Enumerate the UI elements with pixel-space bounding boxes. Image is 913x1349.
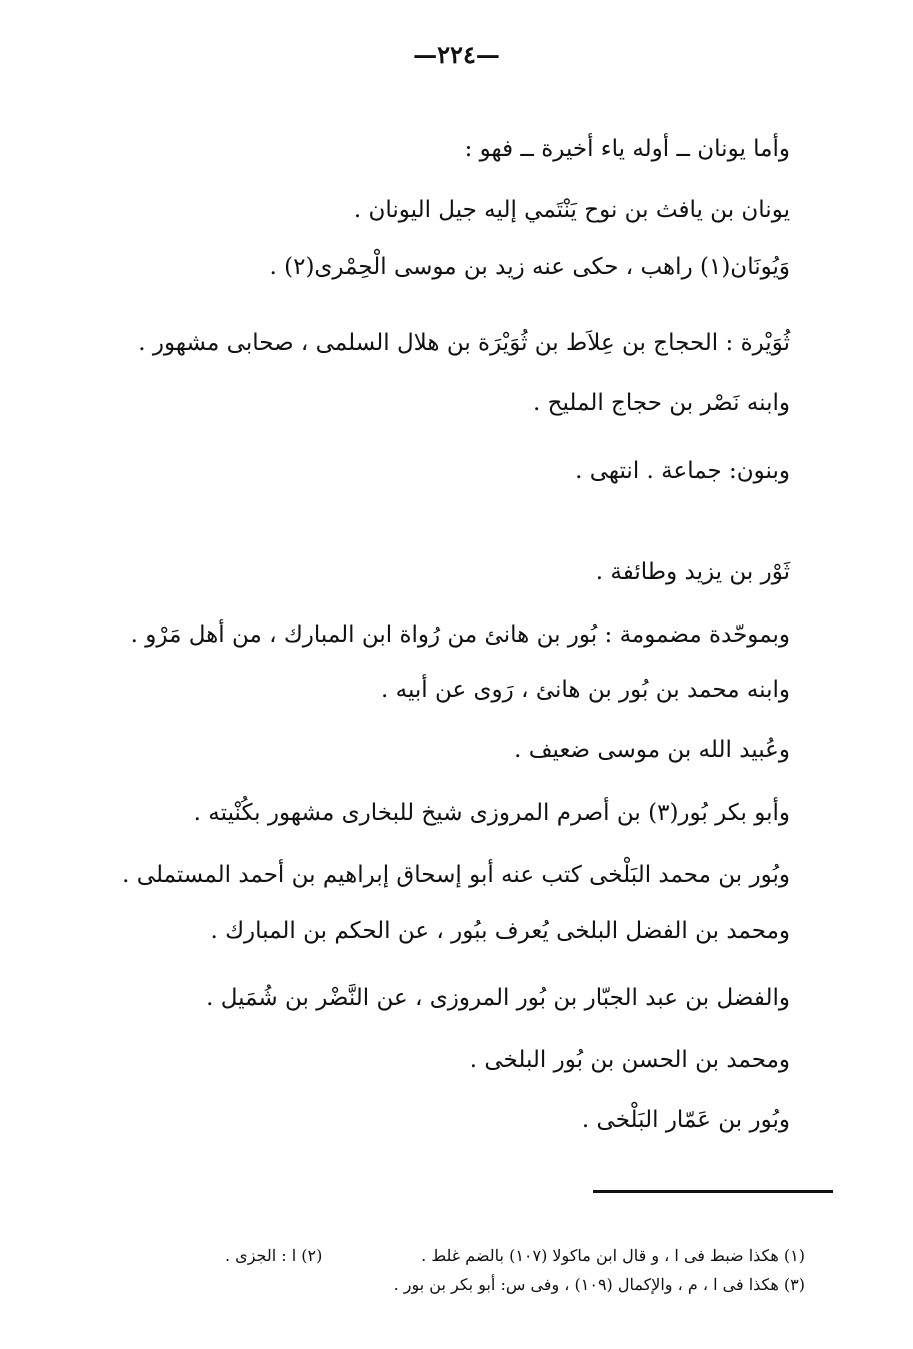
text-line: وابنه محمد بن بُور بن هانئ ، رَوى عن أبيه . bbox=[381, 677, 790, 703]
text-line: ومحمد بن الفضل البلخى يُعرف ببُور ، عن الحكم بن المبارك . bbox=[210, 918, 790, 944]
text-line: وأما يونان ــ أوله ياء أخيرة ــ فهو : bbox=[464, 136, 790, 162]
text-line: وعُبيد الله بن موسى ضعيف . bbox=[514, 737, 790, 763]
footnote-1: (١) هكذا ضبط فى ا ، و قال ابن ماكولا (١٠٧) بالضم غلط . bbox=[421, 1246, 805, 1265]
page-number: —٢٢٤— bbox=[413, 40, 500, 69]
text-line: وبُور بن عَمّار البَلْخى . bbox=[581, 1107, 790, 1133]
text-line: والفضل بن عبد الجبّار بن بُور المروزى ، عن النَّضْر بن شُمَيل . bbox=[206, 985, 790, 1011]
text-line: ومحمد بن الحسن بن بُور البلخى . bbox=[469, 1047, 790, 1073]
footnote-2: (٢) ا : الجزى . bbox=[225, 1246, 323, 1265]
text-line: وبُور بن محمد البَلْخى كتب عنه أبو إسحاق إبراهيم بن أحمد المستملى . bbox=[122, 862, 790, 888]
text-line: يونان بن يافث بن نوح يَنْتَمي إليه جيل اليونان . bbox=[353, 197, 790, 223]
text-line: ثُوَيْرة : الحجاج بن عِلاَط بن ثُوَيْرَة بن هلال السلمى ، صحابى مشهور . bbox=[138, 330, 790, 356]
text-line: وَيُونَان(١) راهب ، حكى عنه زيد بن موسى الْحِمْرى(٢) . bbox=[269, 254, 790, 280]
text-line: وبنون: جماعة . انتهى . bbox=[575, 458, 790, 484]
text-line: وابنه نَصْر بن حجاج المليح . bbox=[533, 390, 790, 416]
text-line: ثَوْر بن يزيد وطائفة . bbox=[595, 559, 790, 585]
text-line: وأبو بكر بُور(٣) بن أصرم المروزى شيخ للبخارى مشهور بكُنْيته . bbox=[193, 800, 790, 826]
footnote-3: (٣) هكذا فى ا ، م ، والإكمال (١٠٩) ، وفى س: أبو بكر بن بور . bbox=[393, 1275, 805, 1294]
footnote-divider bbox=[593, 1190, 833, 1193]
text-line: وبموحّدة مضمومة : بُور بن هانئ من رُواة ابن المبارك ، من أهل مَرْو . bbox=[130, 622, 790, 648]
